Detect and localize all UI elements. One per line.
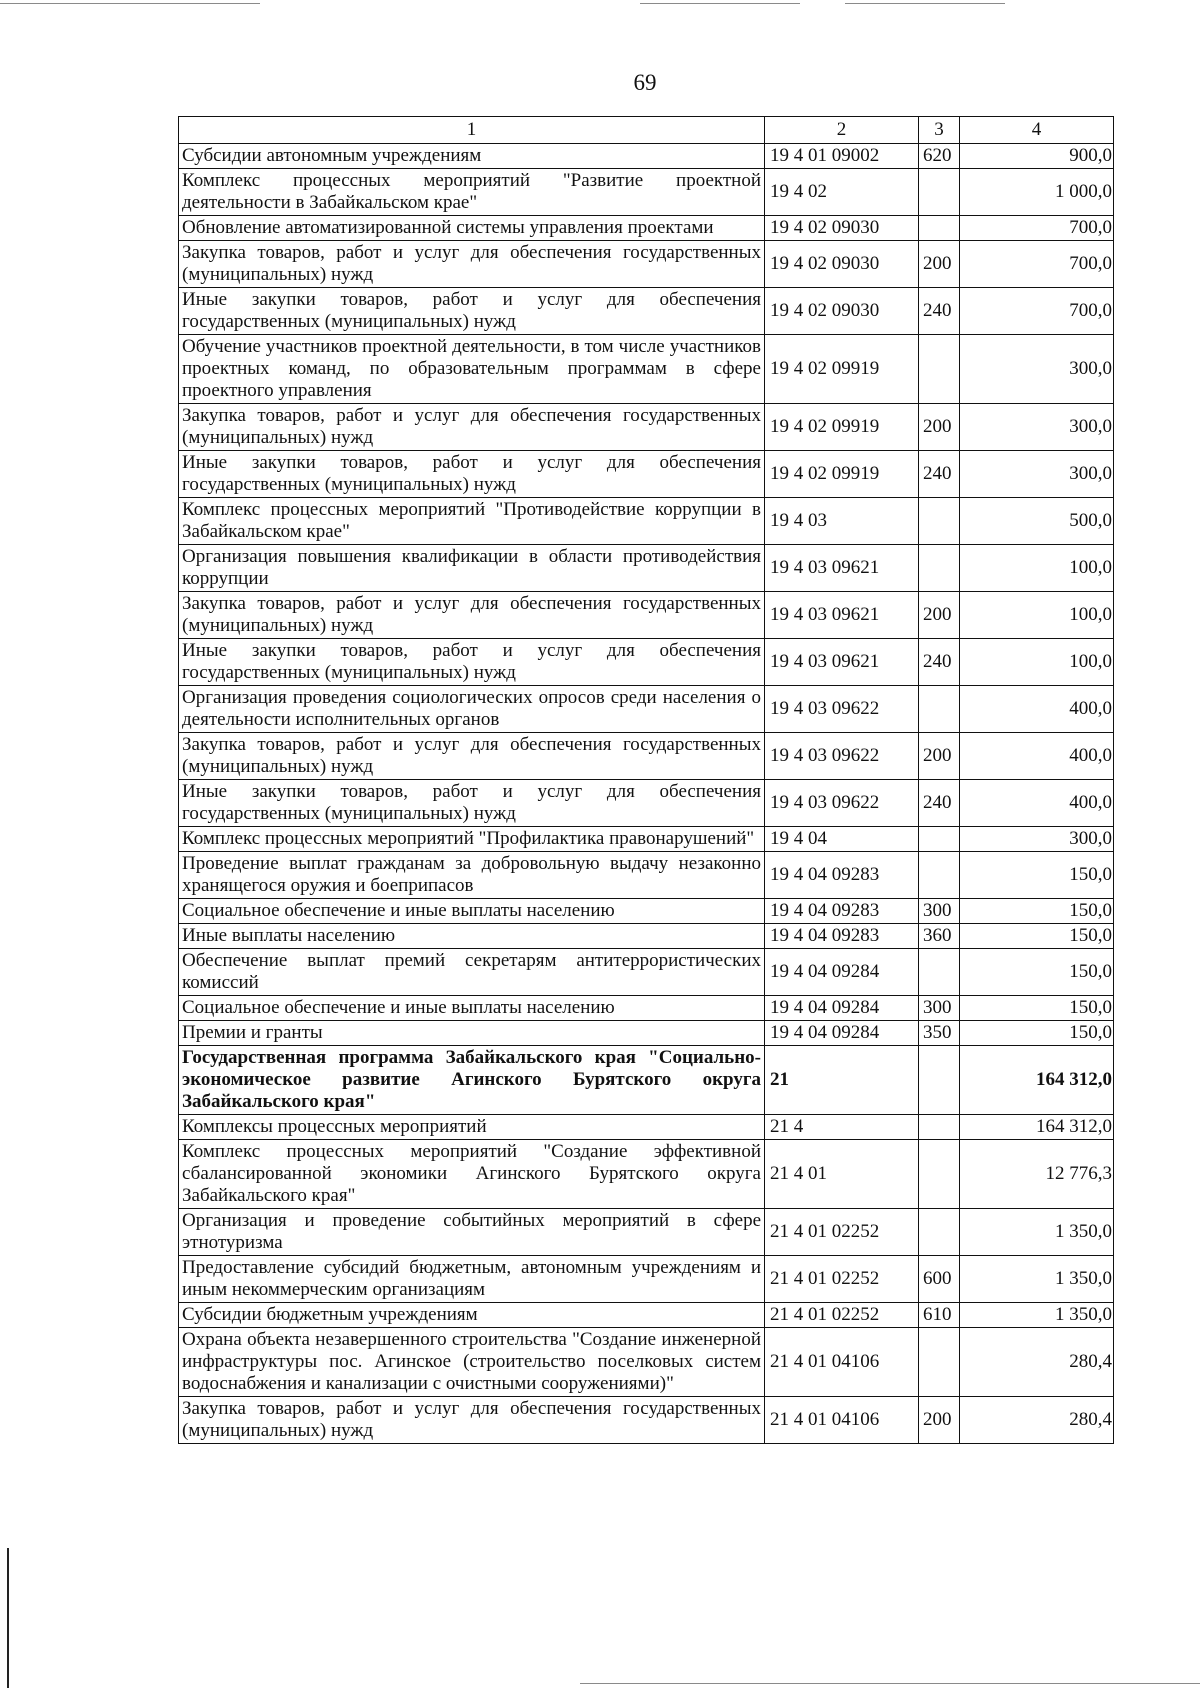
row-amount-cell: 500,0 bbox=[960, 498, 1114, 545]
row-name-cell: Иные закупки товаров, работ и услуг для обеспечения государственных (муниципальных) нужд bbox=[179, 780, 765, 827]
row-type-cell: 300 bbox=[919, 996, 960, 1021]
row-code-cell: 21 4 01 04106 bbox=[765, 1397, 919, 1444]
row-amount-cell: 300,0 bbox=[960, 827, 1114, 852]
row-type-cell bbox=[919, 1328, 960, 1397]
row-amount-cell: 700,0 bbox=[960, 216, 1114, 241]
page-number: 69 bbox=[633, 70, 657, 95]
row-name-cell: Обеспечение выплат премий секретарям антитеррористических комиссий bbox=[179, 949, 765, 996]
table-row bbox=[179, 827, 1114, 852]
row-name-cell: Охрана объекта незавершенного строительства "Создание инженерной инфраструктуры пос. Агинское (строительство поселковых систем водоснабжения и канализации с очистными сооружениями)" bbox=[179, 1328, 765, 1397]
table-row bbox=[179, 1209, 1114, 1256]
row-name-cell: Иные закупки товаров, работ и услуг для обеспечения государственных (муниципальных) нужд bbox=[179, 639, 765, 686]
scan-artifact-top-mid bbox=[640, 3, 800, 4]
table-row bbox=[179, 1328, 1114, 1397]
row-code-cell: 21 bbox=[765, 1046, 919, 1115]
row-code-cell: 19 4 02 09919 bbox=[765, 404, 919, 451]
row-amount-cell: 150,0 bbox=[960, 949, 1114, 996]
table-row bbox=[179, 852, 1114, 899]
row-code-cell: 19 4 03 bbox=[765, 498, 919, 545]
row-type-cell bbox=[919, 335, 960, 404]
table-row bbox=[179, 1115, 1114, 1140]
row-name-cell: Проведение выплат гражданам за добровольную выдачу незаконно хранящегося оружия и боеприпасов bbox=[179, 852, 765, 899]
row-type-cell: 240 bbox=[919, 288, 960, 335]
column-header-2: 2 bbox=[765, 117, 919, 144]
row-type-cell: 350 bbox=[919, 1021, 960, 1046]
row-amount-cell: 400,0 bbox=[960, 733, 1114, 780]
row-type-cell bbox=[919, 216, 960, 241]
row-name-cell: Субсидии автономным учреждениям bbox=[179, 144, 765, 169]
table-row bbox=[179, 169, 1114, 216]
table-row bbox=[179, 733, 1114, 780]
row-type-cell: 600 bbox=[919, 1256, 960, 1303]
row-code-cell: 21 4 01 02252 bbox=[765, 1256, 919, 1303]
table-row bbox=[179, 1140, 1114, 1209]
row-type-cell: 240 bbox=[919, 451, 960, 498]
row-code-cell: 21 4 01 04106 bbox=[765, 1328, 919, 1397]
row-name-cell: Организация проведения социологических опросов среди населения о деятельности исполнительных органов bbox=[179, 686, 765, 733]
row-amount-cell: 150,0 bbox=[960, 996, 1114, 1021]
row-name-cell: Обновление автоматизированной системы управления проектами bbox=[179, 216, 765, 241]
row-type-cell: 610 bbox=[919, 1303, 960, 1328]
table-body bbox=[179, 144, 1114, 1444]
row-type-cell bbox=[919, 949, 960, 996]
row-type-cell: 200 bbox=[919, 733, 960, 780]
row-amount-cell: 1 350,0 bbox=[960, 1303, 1114, 1328]
row-code-cell: 19 4 04 09283 bbox=[765, 852, 919, 899]
row-amount-cell: 700,0 bbox=[960, 241, 1114, 288]
row-amount-cell: 700,0 bbox=[960, 288, 1114, 335]
row-code-cell: 19 4 04 09284 bbox=[765, 996, 919, 1021]
column-header-3: 3 bbox=[919, 117, 960, 144]
scan-artifact-top-right bbox=[845, 3, 1005, 4]
column-header-4: 4 bbox=[960, 117, 1114, 144]
table-row bbox=[179, 216, 1114, 241]
row-amount-cell: 100,0 bbox=[960, 639, 1114, 686]
row-amount-cell: 300,0 bbox=[960, 335, 1114, 404]
table-header-row bbox=[179, 117, 1114, 144]
table-row bbox=[179, 144, 1114, 169]
table-row bbox=[179, 686, 1114, 733]
row-code-cell: 21 4 01 02252 bbox=[765, 1209, 919, 1256]
row-code-cell: 19 4 02 09030 bbox=[765, 241, 919, 288]
row-type-cell: 360 bbox=[919, 924, 960, 949]
row-name-cell: Комплекс процессных мероприятий "Противодействие коррупции в Забайкальском крае" bbox=[179, 498, 765, 545]
row-name-cell: Предоставление субсидий бюджетным, автономным учреждениям и иным некоммерческим организациям bbox=[179, 1256, 765, 1303]
row-code-cell: 19 4 04 09283 bbox=[765, 899, 919, 924]
row-code-cell: 21 4 01 02252 bbox=[765, 1303, 919, 1328]
row-type-cell bbox=[919, 1046, 960, 1115]
row-code-cell: 19 4 03 09622 bbox=[765, 780, 919, 827]
row-amount-cell: 150,0 bbox=[960, 899, 1114, 924]
row-amount-cell: 1 350,0 bbox=[960, 1256, 1114, 1303]
row-code-cell: 19 4 03 09621 bbox=[765, 592, 919, 639]
row-type-cell bbox=[919, 1209, 960, 1256]
scan-artifact-top-left bbox=[0, 3, 260, 4]
row-type-cell: 200 bbox=[919, 1397, 960, 1444]
row-name-cell: Закупка товаров, работ и услуг для обеспечения государственных (муниципальных) нужд bbox=[179, 733, 765, 780]
row-type-cell bbox=[919, 545, 960, 592]
row-type-cell: 200 bbox=[919, 404, 960, 451]
table-row bbox=[179, 241, 1114, 288]
table-row bbox=[179, 545, 1114, 592]
table-row bbox=[179, 592, 1114, 639]
row-amount-cell: 280,4 bbox=[960, 1397, 1114, 1444]
row-name-cell: Субсидии бюджетным учреждениям bbox=[179, 1303, 765, 1328]
row-name-cell: Комплекс процессных мероприятий "Развитие проектной деятельности в Забайкальском крае" bbox=[179, 169, 765, 216]
table-row bbox=[179, 451, 1114, 498]
row-code-cell: 19 4 03 09621 bbox=[765, 639, 919, 686]
row-code-cell: 19 4 04 bbox=[765, 827, 919, 852]
row-type-cell: 200 bbox=[919, 592, 960, 639]
row-amount-cell: 150,0 bbox=[960, 1021, 1114, 1046]
row-name-cell: Закупка товаров, работ и услуг для обеспечения государственных (муниципальных) нужд bbox=[179, 592, 765, 639]
row-name-cell: Иные выплаты населению bbox=[179, 924, 765, 949]
row-code-cell: 19 4 02 09030 bbox=[765, 216, 919, 241]
table-row bbox=[179, 1303, 1114, 1328]
table-row bbox=[179, 1021, 1114, 1046]
table-row bbox=[179, 498, 1114, 545]
table-row bbox=[179, 899, 1114, 924]
row-code-cell: 19 4 03 09622 bbox=[765, 733, 919, 780]
row-type-cell bbox=[919, 852, 960, 899]
row-code-cell: 19 4 02 bbox=[765, 169, 919, 216]
row-code-cell: 19 4 01 09002 bbox=[765, 144, 919, 169]
row-name-cell: Государственная программа Забайкальского края "Социально-экономическое развитие Агинского Бурятского округа Забайкальского края" bbox=[179, 1046, 765, 1115]
scan-artifact-bottom bbox=[580, 1683, 1200, 1684]
table-row bbox=[179, 1046, 1114, 1115]
table-row bbox=[179, 335, 1114, 404]
row-name-cell: Закупка товаров, работ и услуг для обеспечения государственных (муниципальных) нужд bbox=[179, 404, 765, 451]
table-row bbox=[179, 949, 1114, 996]
row-code-cell: 19 4 04 09284 bbox=[765, 1021, 919, 1046]
table-row bbox=[179, 924, 1114, 949]
row-amount-cell: 150,0 bbox=[960, 852, 1114, 899]
row-amount-cell: 280,4 bbox=[960, 1328, 1114, 1397]
row-code-cell: 19 4 02 09919 bbox=[765, 451, 919, 498]
row-amount-cell: 12 776,3 bbox=[960, 1140, 1114, 1209]
row-name-cell: Обучение участников проектной деятельности, в том числе участников проектных команд, по образовательным программам в сфере проектного управления bbox=[179, 335, 765, 404]
row-name-cell: Премии и гранты bbox=[179, 1021, 765, 1046]
row-type-cell bbox=[919, 827, 960, 852]
row-amount-cell: 150,0 bbox=[960, 924, 1114, 949]
row-amount-cell: 1 350,0 bbox=[960, 1209, 1114, 1256]
table-row bbox=[179, 639, 1114, 686]
row-type-cell bbox=[919, 169, 960, 216]
row-name-cell: Организация повышения квалификации в области противодействия коррупции bbox=[179, 545, 765, 592]
row-name-cell: Комплекс процессных мероприятий "Создание эффективной сбалансированной экономики Агинского Бурятского округа Забайкальского края" bbox=[179, 1140, 765, 1209]
row-code-cell: 19 4 02 09030 bbox=[765, 288, 919, 335]
row-type-cell: 240 bbox=[919, 639, 960, 686]
row-name-cell: Социальное обеспечение и иные выплаты населению bbox=[179, 996, 765, 1021]
row-code-cell: 19 4 03 09621 bbox=[765, 545, 919, 592]
row-code-cell: 19 4 02 09919 bbox=[765, 335, 919, 404]
row-type-cell: 200 bbox=[919, 241, 960, 288]
row-amount-cell: 300,0 bbox=[960, 404, 1114, 451]
row-code-cell: 19 4 04 09284 bbox=[765, 949, 919, 996]
row-code-cell: 19 4 03 09622 bbox=[765, 686, 919, 733]
scan-artifact-left-edge bbox=[7, 1548, 9, 1688]
table-row bbox=[179, 1397, 1114, 1444]
row-amount-cell: 1 000,0 bbox=[960, 169, 1114, 216]
row-amount-cell: 164 312,0 bbox=[960, 1046, 1114, 1115]
row-amount-cell: 100,0 bbox=[960, 592, 1114, 639]
row-type-cell bbox=[919, 498, 960, 545]
row-name-cell: Организация и проведение событийных мероприятий в сфере этнотуризма bbox=[179, 1209, 765, 1256]
row-type-cell bbox=[919, 686, 960, 733]
row-code-cell: 19 4 04 09283 bbox=[765, 924, 919, 949]
row-name-cell: Комплекс процессных мероприятий "Профилактика правонарушений" bbox=[179, 827, 765, 852]
row-amount-cell: 900,0 bbox=[960, 144, 1114, 169]
row-amount-cell: 164 312,0 bbox=[960, 1115, 1114, 1140]
table-row bbox=[179, 404, 1114, 451]
row-type-cell bbox=[919, 1140, 960, 1209]
table-row bbox=[179, 780, 1114, 827]
row-amount-cell: 300,0 bbox=[960, 451, 1114, 498]
table-row bbox=[179, 288, 1114, 335]
table-row bbox=[179, 1256, 1114, 1303]
row-code-cell: 21 4 bbox=[765, 1115, 919, 1140]
row-amount-cell: 400,0 bbox=[960, 686, 1114, 733]
row-type-cell: 620 bbox=[919, 144, 960, 169]
row-name-cell: Комплексы процессных мероприятий bbox=[179, 1115, 765, 1140]
row-type-cell bbox=[919, 1115, 960, 1140]
row-name-cell: Социальное обеспечение и иные выплаты населению bbox=[179, 899, 765, 924]
row-name-cell: Иные закупки товаров, работ и услуг для обеспечения государственных (муниципальных) нужд bbox=[179, 451, 765, 498]
row-name-cell: Иные закупки товаров, работ и услуг для обеспечения государственных (муниципальных) нужд bbox=[179, 288, 765, 335]
table-row bbox=[179, 996, 1114, 1021]
row-type-cell: 300 bbox=[919, 899, 960, 924]
budget-table bbox=[178, 116, 1114, 1444]
row-code-cell: 21 4 01 bbox=[765, 1140, 919, 1209]
row-type-cell: 240 bbox=[919, 780, 960, 827]
row-name-cell: Закупка товаров, работ и услуг для обеспечения государственных (муниципальных) нужд bbox=[179, 1397, 765, 1444]
row-name-cell: Закупка товаров, работ и услуг для обеспечения государственных (муниципальных) нужд bbox=[179, 241, 765, 288]
row-amount-cell: 400,0 bbox=[960, 780, 1114, 827]
column-header-1: 1 bbox=[179, 117, 765, 144]
row-amount-cell: 100,0 bbox=[960, 545, 1114, 592]
